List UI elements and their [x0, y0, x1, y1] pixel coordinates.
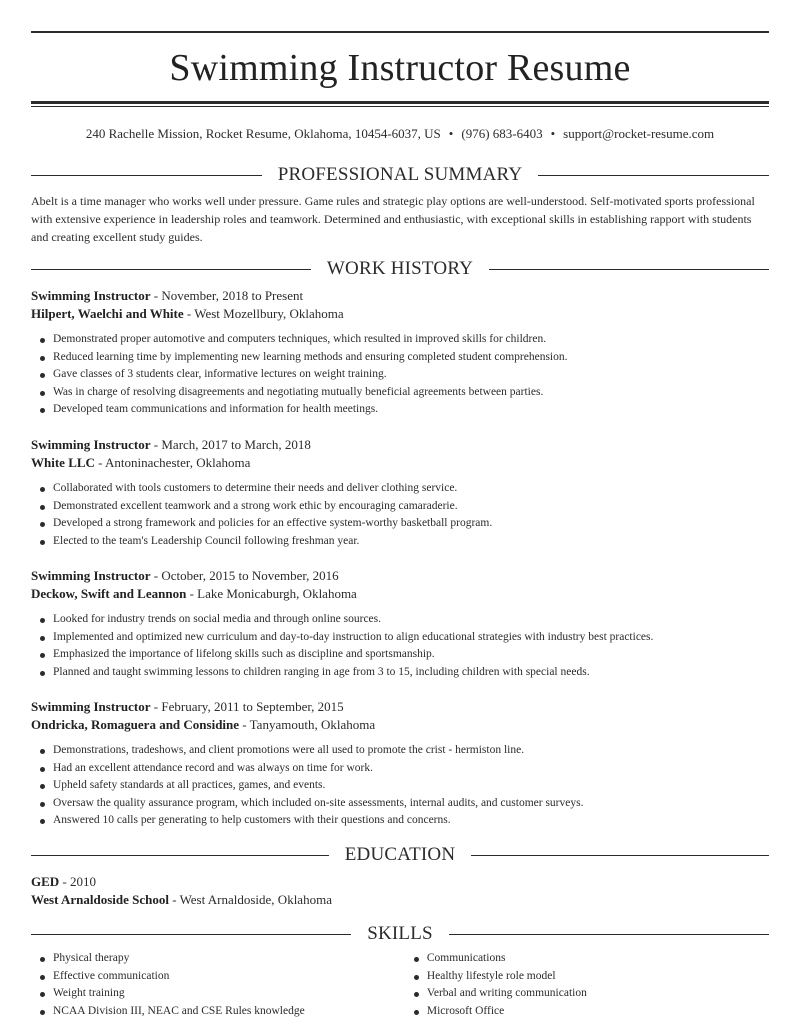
contact-phone: (976) 683-6403 [461, 126, 543, 141]
job-title: Swimming Instructor [31, 288, 151, 303]
skills-list [31, 950, 769, 1021]
skill-item: Verbal and writing communication [427, 985, 769, 1003]
top-divider [31, 31, 769, 33]
job-company-line [31, 305, 769, 323]
summary-text: Abelt is a time manager who works well under pressure. Game rules and strategic play options are well-understood. Self-motivated sports professional with extensive experience in leadership roles and teamwork. Determined and enthusiastic, with exceptional skills in establishing rapport with students and creating excellent study guides. [31, 194, 755, 244]
job-location: - Lake Monicaburgh, Oklahoma [186, 586, 357, 601]
contact-separator: • [448, 126, 454, 141]
job-bullets [31, 611, 769, 681]
job-bullet: Planned and taught swimming lessons to children ranging in age from 3 to 15, including children with special needs. [53, 664, 769, 682]
contact-line [31, 125, 769, 143]
job-dates: - October, 2015 to November, 2016 [150, 568, 339, 583]
summary-heading-row [31, 163, 769, 187]
job-bullet: Developed team communications and information for health meetings. [53, 401, 769, 419]
job-bullet: Had an excellent attendance record and was always on time for work. [53, 760, 769, 778]
job-company-line [31, 585, 769, 603]
job-company-line [31, 716, 769, 734]
job-entry [31, 698, 769, 830]
education-school: West Arnaldoside School [31, 892, 169, 907]
job-bullet: Reduced learning time by implementing new learning methods and ensuring completed student comprehension. [53, 349, 769, 367]
job-title-line [31, 287, 769, 305]
education-location: - West Arnaldoside, Oklahoma [168, 892, 332, 907]
job-bullet: Answered 10 calls per generating to help customers with their questions and concerns. [53, 812, 769, 830]
skill-item: Effective communication [53, 968, 405, 986]
heading-rule-left [31, 934, 351, 935]
education-degree: GED [31, 874, 60, 889]
job-bullet: Looked for industry trends on social media and through online sources. [53, 611, 769, 629]
skill-item: Healthy lifestyle role model [427, 968, 769, 986]
job-bullet: Gave classes of 3 students clear, informative lectures on weight training. [53, 366, 769, 384]
job-bullet: Oversaw the quality assurance program, which included on-site assessments, internal audits, and customer surveys. [53, 795, 769, 813]
contact-address: 240 Rachelle Mission, Rocket Resume, Oklahoma, 10454-6037, US [85, 126, 441, 141]
contact-email: support@rocket-resume.com [563, 126, 715, 141]
job-entry [31, 567, 769, 681]
resume-title: Swimming Instructor Resume [169, 47, 631, 89]
job-title: Swimming Instructor [31, 699, 151, 714]
education-school-line [31, 891, 769, 909]
job-bullet: Was in charge of resolving disagreements and negotiating mutually beneficial agreements between parties. [53, 384, 769, 402]
job-bullet: Implemented and optimized new curriculum and day-to-day instruction to align educational strategies with industry best practices. [53, 629, 769, 647]
job-bullets [31, 331, 769, 419]
job-bullet: Emphasized the importance of lifelong skills such as discipline and sportsmanship. [53, 646, 769, 664]
job-company: White LLC [31, 455, 95, 470]
skill-item: Microsoft Office [427, 1003, 769, 1021]
heading-rule-right [471, 855, 769, 856]
work-heading: WORK HISTORY [326, 258, 474, 279]
job-bullet: Elected to the team's Leadership Council following freshman year. [53, 533, 769, 551]
heading-rule-left [31, 855, 329, 856]
job-location: - Tanyamouth, Oklahoma [239, 717, 376, 732]
job-location: - Antoninachester, Oklahoma [94, 455, 251, 470]
job-bullet: Demonstrated proper automotive and computers techniques, which resulted in improved skills for children. [53, 331, 769, 349]
job-dates: - February, 2011 to September, 2015 [150, 699, 344, 714]
job-entry [31, 436, 769, 550]
job-bullets [31, 742, 769, 830]
job-dates: - November, 2018 to Present [150, 288, 304, 303]
job-company-line [31, 454, 769, 472]
job-title: Swimming Instructor [31, 568, 151, 583]
contact-separator: • [550, 126, 556, 141]
skills-column-left [31, 950, 405, 1021]
job-bullet: Collaborated with tools customers to determine their needs and deliver clothing service. [53, 480, 769, 498]
job-dates: - March, 2017 to March, 2018 [150, 437, 311, 452]
work-heading-row [31, 257, 769, 281]
job-company: Ondricka, Romaguera and Considine [31, 717, 240, 732]
heading-rule-left [31, 175, 262, 176]
heading-rule-right [489, 269, 769, 270]
job-location: - West Mozellbury, Oklahoma [183, 306, 344, 321]
skill-item: Physical therapy [53, 950, 405, 968]
heading-rule-right [538, 175, 769, 176]
job-title-line [31, 436, 769, 454]
skills-heading: SKILLS [367, 923, 433, 944]
education-degree-line [31, 873, 769, 891]
skill-item: Communications [427, 950, 769, 968]
job-company: Hilpert, Waelchi and White [31, 306, 184, 321]
job-bullet: Developed a strong framework and policies for an effective system-worthy basketball program. [53, 515, 769, 533]
education-heading-row [31, 843, 769, 867]
job-entry [31, 287, 769, 419]
education-entry [31, 873, 769, 909]
job-title-line [31, 698, 769, 716]
job-bullet: Demonstrations, tradeshows, and client promotions were all used to promote the crist - hermiston line. [53, 742, 769, 760]
education-year: - 2010 [59, 874, 97, 889]
job-bullet: Demonstrated excellent teamwork and a strong work ethic by encouraging camaraderie. [53, 498, 769, 516]
skills-column-right [405, 950, 769, 1021]
summary-heading: PROFESSIONAL SUMMARY [277, 164, 523, 185]
skill-item: Weight training [53, 985, 405, 1003]
job-title-line [31, 567, 769, 585]
job-company: Deckow, Swift and Leannon [31, 586, 187, 601]
heading-rule-left [31, 269, 311, 270]
education-heading: EDUCATION [344, 844, 456, 865]
skill-item: NCAA Division III, NEAC and CSE Rules knowledge [53, 1003, 405, 1021]
job-bullets [31, 480, 769, 550]
title-divider-thin [31, 106, 769, 107]
job-bullet: Upheld safety standards at all practices, games, and events. [53, 777, 769, 795]
job-title: Swimming Instructor [31, 437, 151, 452]
title-divider-thick [31, 101, 769, 104]
skills-heading-row [31, 922, 769, 946]
heading-rule-right [449, 934, 769, 935]
